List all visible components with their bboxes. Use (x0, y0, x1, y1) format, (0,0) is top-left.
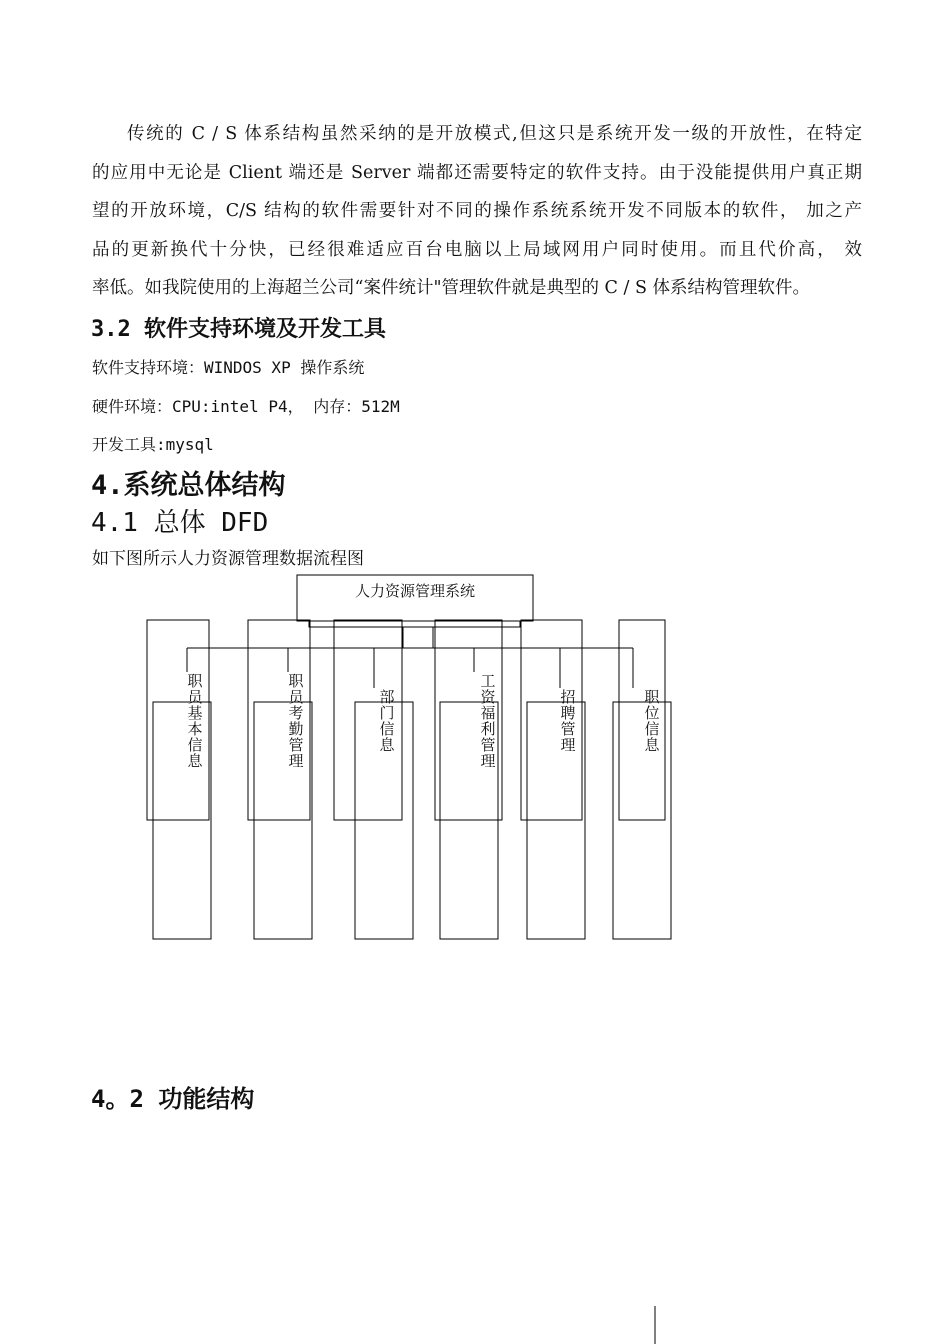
module-label-4: 工资福利管理 (480, 672, 496, 770)
section-4-heading: 4.系统总体结构 (91, 470, 286, 501)
section-4-1-heading: 4.1 总体 DFD (91, 508, 269, 538)
dev-tool-line: 开发工具:mysql (92, 435, 214, 454)
module-label-2: 职员考勤管理 (288, 672, 304, 770)
intro-line-1: 传统的 C / S 体系结构虽然采纳的是开放模式,但这只是系统开发一级的开放性，在特定 (127, 124, 862, 144)
hardware-env-line: 硬件环境：CPU:intel P4， 内存：512M (92, 397, 400, 416)
intro-line-5: 率低。如我院使用的上海超兰公司“案件统计"管理软件就是典型的 C / S 体系结构管理软件。 (92, 278, 811, 298)
module-label-1: 职员基本信息 (187, 672, 203, 770)
intro-line-3: 望的开放环境，C/S 结构的软件需要针对不同的操作系统系统开发不同版本的软件， 加之产 (92, 201, 862, 221)
module-label-3: 部门信息 (379, 688, 395, 754)
root-connector-right (433, 621, 520, 627)
root-connector-left (309, 621, 403, 648)
root-label: 人力资源管理系统 (354, 582, 476, 600)
software-env-line: 软件支持环境：WINDOS XP 操作系统 (92, 358, 365, 377)
module-label-6: 职位信息 (644, 688, 660, 754)
intro-line-2: 的应用中无论是 Client 端还是 Server 端都还需要特定的软件支持。由于没能提供用户真正期 (92, 162, 862, 183)
section-3-2-heading: 3.2 软件支持环境及开发工具 (91, 317, 386, 342)
root-connector-mid (402, 627, 433, 648)
section-4-2-heading: 4。2 功能结构 (91, 1085, 255, 1113)
module-label-5: 招聘管理 (560, 688, 576, 754)
intro-line-4: 品的更新换代十分快，已经很难适应百台电脑以上局域网用户同时使用。而且代价高， 效 (92, 239, 862, 260)
module-labels (187, 672, 660, 770)
diagram-caption: 如下图所示人力资源管理数据流程图 (92, 549, 364, 569)
